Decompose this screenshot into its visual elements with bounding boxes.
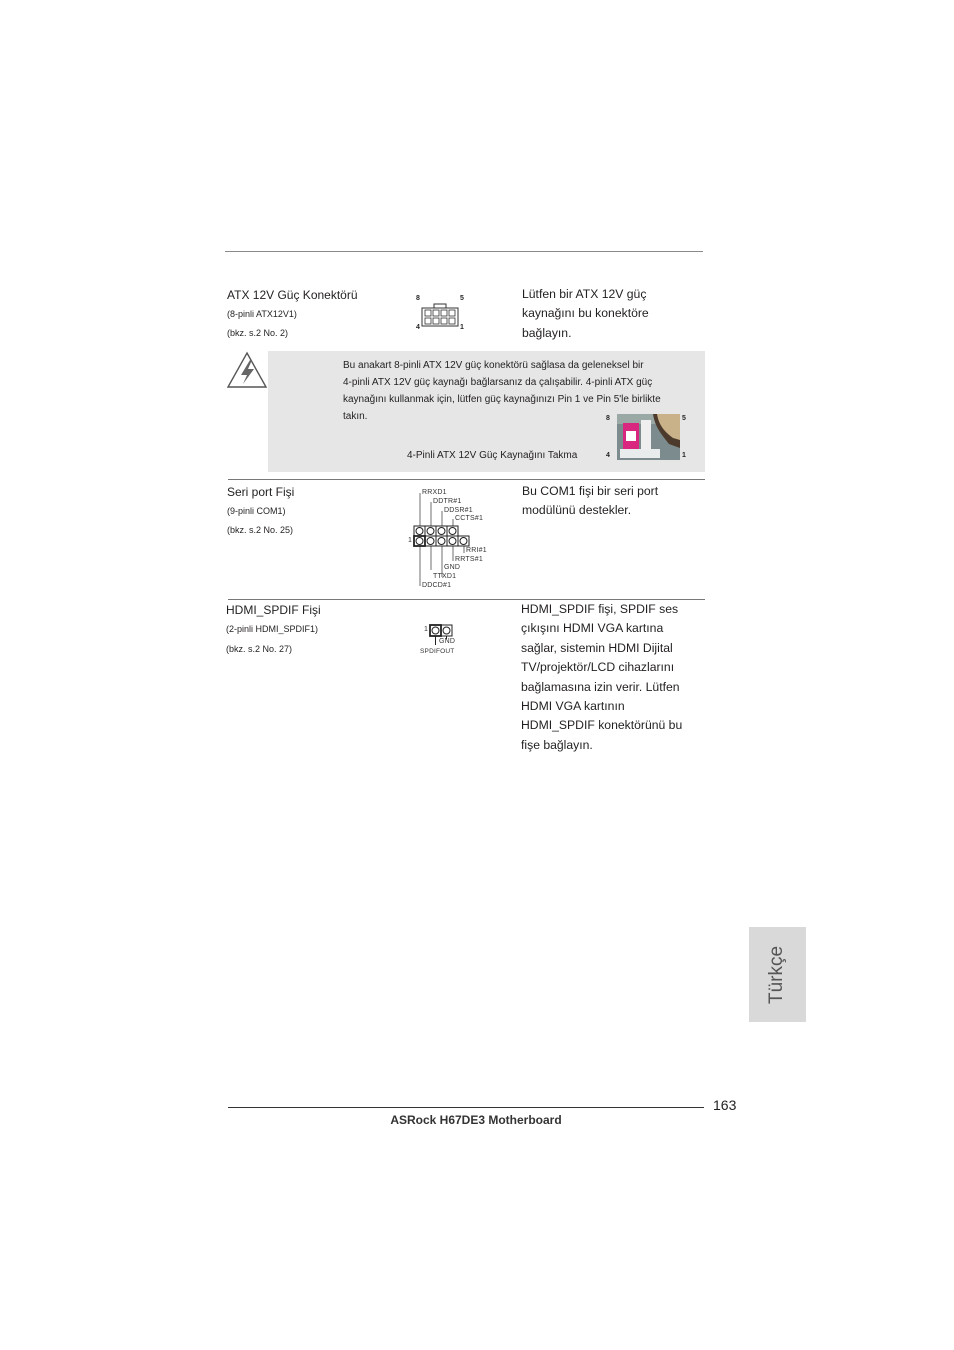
hdmi-pin-one-label: 1 xyxy=(424,626,429,633)
warning-icon xyxy=(226,351,268,389)
note-line: 4-pinli ATX 12V güç kaynağı bağlarsanız da çalışabilir. 4-pinli ATX güç xyxy=(343,377,653,388)
com-label-ddtr1: DDTR#1 xyxy=(433,498,462,505)
photo-pin-8-label: 8 xyxy=(606,415,610,422)
com-label-rrts1: RRTS#1 xyxy=(455,556,483,563)
note-caption: 4-Pinli ATX 12V Güç Kaynağını Takma xyxy=(407,450,578,461)
language-tab-text: Türkçe xyxy=(766,945,788,1004)
com-pin-diagram xyxy=(405,489,490,591)
com-label-ddsr1: DDSR#1 xyxy=(444,507,473,514)
com-label-rri1: RRI#1 xyxy=(466,547,487,554)
hdmi-subtitle: (2-pinli HDMI_SPDIF1) xyxy=(226,624,319,634)
atx-pin-4-label: 4 xyxy=(416,324,420,331)
hdmi-description xyxy=(521,600,711,755)
atx-desc-line: kaynağını bu konektöre xyxy=(522,306,649,321)
atx-ref: (bkz. s.2 No. 2) xyxy=(227,328,289,338)
top-rule xyxy=(225,251,703,252)
com-description xyxy=(522,482,712,521)
hdmi-gnd-label: GND xyxy=(439,638,456,645)
com-subtitle: (9-pinli COM1) xyxy=(227,506,286,516)
note-line: takın. xyxy=(343,411,368,422)
atx-pin-5-label: 5 xyxy=(460,295,464,302)
com-pin-one-label: 1 xyxy=(408,537,413,544)
com-label-rrxd1: RRXD1 xyxy=(422,489,447,496)
atx-description xyxy=(522,285,712,343)
hdmi-desc-line: fişe bağlayın. xyxy=(521,737,593,752)
com-label-gnd: GND xyxy=(444,564,461,571)
com-desc-line: modülünü destekler. xyxy=(522,503,632,518)
footer-rule xyxy=(228,1107,704,1108)
atx-connector-icon xyxy=(421,303,459,327)
com-ref: (bkz. s.2 No. 25) xyxy=(227,525,294,535)
com-label-ccts1: CCTS#1 xyxy=(455,515,484,522)
atx-connector-diagram xyxy=(412,293,472,335)
photo-pin-1-label: 1 xyxy=(682,452,686,459)
atx-subtitle: (8-pinli ATX12V1) xyxy=(227,309,297,319)
com-label-ttxd1: TTXD1 xyxy=(433,573,457,580)
hdmi-desc-line: HDMI_SPDIF fişi, SPDIF ses xyxy=(521,602,679,616)
page-number: 163 xyxy=(713,1097,737,1113)
com-label-ddcd1: DDCD#1 xyxy=(422,582,452,589)
hdmi-desc-line: sağlar, sistemin HDMI Dijital xyxy=(521,640,673,655)
footer-title: ASRock H67DE3 Motherboard xyxy=(390,1113,562,1127)
com-desc-line: Bu COM1 fişi bir seri port xyxy=(522,484,659,498)
atx-pin-8-label: 8 xyxy=(416,295,420,302)
note-line: Bu anakart 8-pinli ATX 12V güç konektörü sağlasa da geleneksel bir xyxy=(343,360,644,371)
hdmi-pin-diagram xyxy=(418,624,458,656)
hdmi-desc-line: bağlamasına izin verir. Lütfen xyxy=(521,679,680,694)
atx-title: ATX 12V Güç Konektörü xyxy=(227,288,358,302)
language-tab-label xyxy=(749,927,806,1022)
note-line: kaynağını kullanmak için, lütfen güç kaynağınızı Pin 1 ve Pin 5'le birlikte xyxy=(343,394,661,405)
connector-photo-icon xyxy=(617,414,680,460)
hdmi-spdifout-label: SPDIFOUT xyxy=(420,648,455,655)
hdmi-title: HDMI_SPDIF Fişi xyxy=(226,603,321,617)
separator xyxy=(228,479,705,480)
com-title: Seri port Fişi xyxy=(227,485,295,499)
atx-desc-line: bağlayın. xyxy=(522,325,572,340)
photo-pin-4-label: 4 xyxy=(606,452,610,459)
atx-pin-1-label: 1 xyxy=(460,324,464,331)
atx-photo xyxy=(604,411,688,463)
hdmi-desc-line: TV/projektör/LCD cihazlarını xyxy=(521,660,675,675)
hdmi-desc-line: çıkışını HDMI VGA kartına xyxy=(521,621,664,636)
photo-pin-5-label: 5 xyxy=(682,415,686,422)
hdmi-desc-line: HDMI_SPDIF konektörünü bu xyxy=(521,718,683,733)
hdmi-ref: (bkz. s.2 No. 27) xyxy=(226,644,293,654)
atx-desc-line: Lütfen bir ATX 12V güç xyxy=(522,287,647,301)
hdmi-desc-line: HDMI VGA kartının xyxy=(521,699,625,714)
